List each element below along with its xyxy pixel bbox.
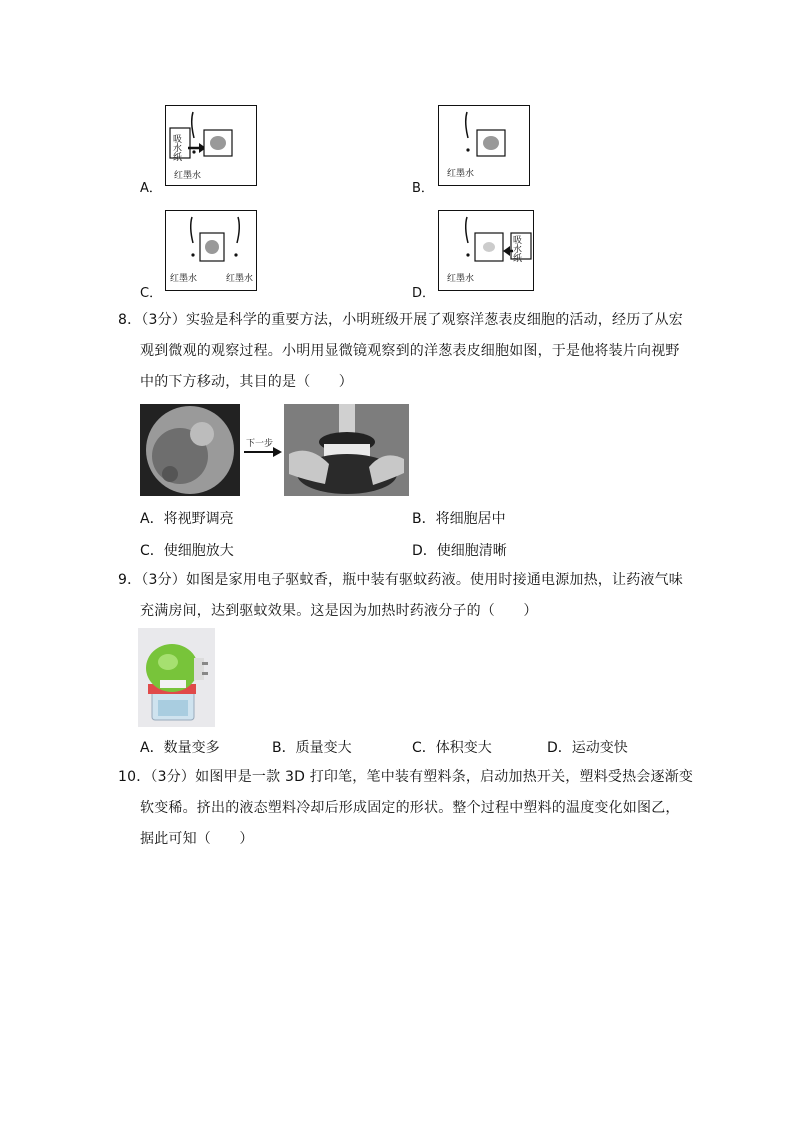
dropper-icon [192,112,194,138]
ink-label-left: 红墨水 [170,274,198,284]
drop-icon [466,253,469,256]
drop-icon [466,148,469,151]
q8-line-3: 中的下方移动，其目的是（ ） [140,374,353,390]
option-letter: A． [140,181,162,196]
ink-label-right: 红墨水 [226,274,254,284]
option-letter: B． [412,181,434,196]
repellent-device-figure [138,628,215,727]
q8-line-2: 观到微观的观察过程。小明用显微镜观察到的洋葱表皮细胞如图，于是他将装片向视野 [140,343,680,359]
cell-field-figure [140,404,240,496]
specimen-icon [483,242,495,252]
dropper-icon [237,217,239,243]
q10-line-1: 10．（3分）如图甲是一款 3D 打印笔，笔中装有塑料条，启动加热开关，塑料受热会逐渐变 [118,769,694,785]
q10-line-3: 据此可知（ ） [140,831,254,847]
paper-label: 吸水纸 [173,135,183,163]
q10-line-2: 软变稀。挤出的液态塑料冷却后形成固定的形状。整个过程中塑料的温度变化如图乙， [140,800,680,816]
diagram-frame [438,210,534,291]
q9-option-c[interactable]: C．体积变大 [412,740,492,756]
q9-line-2: 充满房间，达到驱蚊效果。这是因为加热时药液分子的（ ） [140,603,538,619]
paper-label: 吸水纸 [513,236,523,264]
right-arrow-icon [244,446,282,458]
q9-option-d[interactable]: D．运动变快 [547,740,628,756]
dropper-icon [191,217,193,243]
microscope-hands-image [284,404,409,496]
q8-option-a[interactable]: A．将视野调亮 [140,511,234,527]
dropper-icon [466,112,468,138]
diagram-frame [165,105,257,186]
drop-icon [192,150,195,153]
next-step-arrow [244,436,282,460]
q9-line-1: 9．（3分）如图是家用电子驱蚊香，瓶中装有驱蚊药液。使用时接通电源加热，让药液气味 [118,572,684,588]
option-letter: C． [140,286,163,301]
q9-option-a[interactable]: A．数量变多 [140,740,220,756]
microscope-view-image [140,404,240,496]
q8-option-b[interactable]: B．将细胞居中 [412,511,506,527]
ink-label: 红墨水 [447,274,475,284]
specimen-icon [483,136,499,150]
q8-option-c[interactable]: C．使细胞放大 [140,543,234,559]
drop-icon [191,253,194,256]
mosquito-repellent-image [138,628,215,727]
option-letter: D． [412,286,436,301]
arrow-label: 下一步 [246,439,274,449]
q8-line-1: 8．（3分）实验是科学的重要方法，小明班级开展了观察洋葱表皮细胞的活动，经历了从宏 [118,312,684,328]
ink-label: 红墨水 [447,169,475,179]
dropper-icon [466,217,468,243]
specimen-icon [210,136,226,150]
microscope-figure [284,404,409,496]
ink-label: 红墨水 [174,171,202,181]
diagram-frame [165,210,257,291]
drop-icon [234,253,237,256]
q9-option-b[interactable]: B．质量变大 [272,740,352,756]
q8-option-d[interactable]: D．使细胞清晰 [412,543,507,559]
specimen-icon [205,240,219,254]
diagram-frame [438,105,530,186]
